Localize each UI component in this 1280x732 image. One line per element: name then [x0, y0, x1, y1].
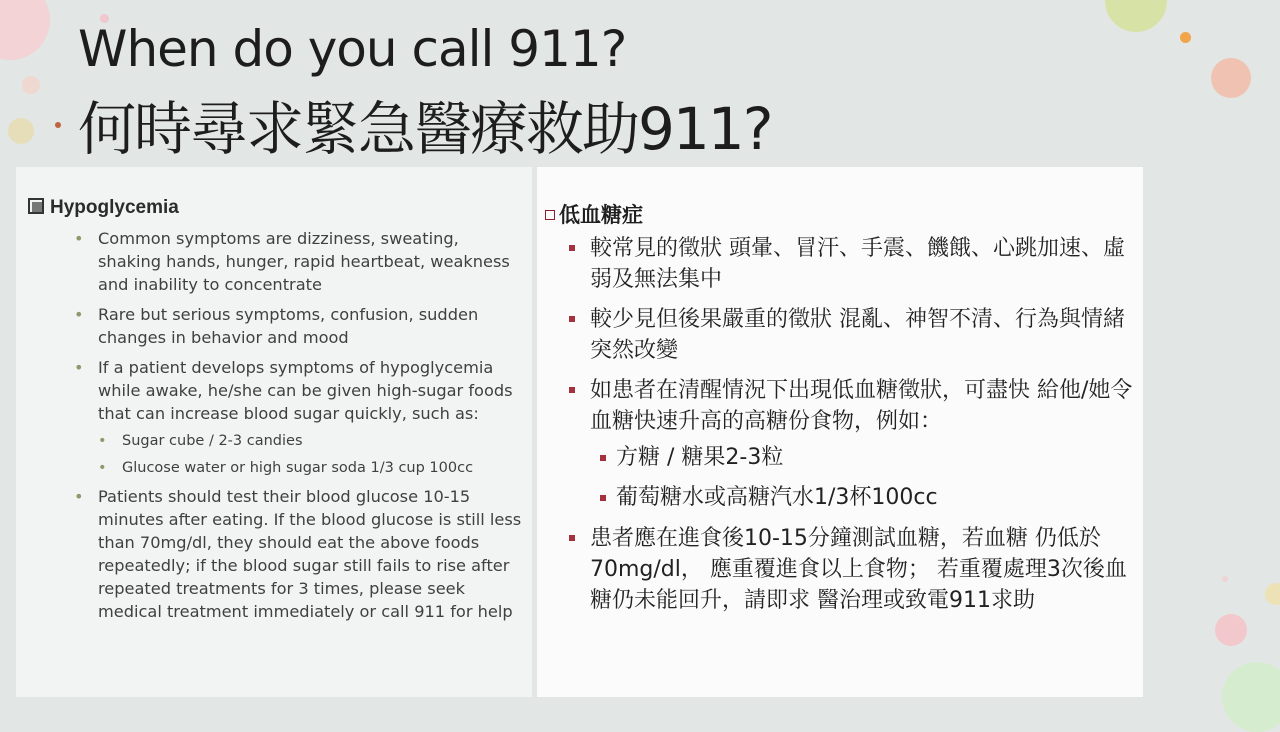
decor-circle [1211, 58, 1251, 98]
left-heading-text: Hypoglycemia [50, 197, 179, 218]
sub-list-item: 葡萄糖水或高糖汽水1/3杯100cc [590, 483, 1137, 513]
title-english: When do you call 911? [78, 20, 627, 78]
list-item [567, 375, 1137, 513]
decor-circle [22, 76, 40, 94]
english-bullet-list [74, 227, 524, 630]
list-item: • Patients should test their blood glucose 10-15 minutes after eating. If the blood glucose is still less than 70mg/dl, they should eat the above foods repeatedly; if the blood sugar still fails to rise after repeated treatments for 3 times, please seek medical treatment immediately or call 911 for help [74, 485, 524, 623]
decor-circle [1222, 662, 1280, 732]
list-item: 較常見的徵狀 頭暈、冒汗、手震、饑餓、心跳加速、虛弱及無法集中 [567, 233, 1137, 295]
left-heading [28, 197, 179, 219]
decor-circle [1215, 614, 1247, 646]
list-item-text: 如患者在清醒情況下出現低血糖徵狀，可盡快 給他/她令血糖快速升高的高糖份食物，例如： [590, 378, 1133, 434]
decor-circle [0, 0, 50, 60]
english-panel [16, 167, 532, 697]
chinese-bullet-list [567, 233, 1137, 625]
list-item: 患者應在進食後10-15分鐘測試血糖，若血糖 仍低於70mg/dl， 應重覆進食以上食物； 若重覆處理3次後血糖仍未能回升，請即求 醫治理或致電911求助 [567, 523, 1137, 616]
decor-circle [1222, 576, 1228, 582]
title-chinese: 何時尋求緊急醫療救助911? [78, 95, 772, 163]
chinese-panel [537, 167, 1143, 697]
sub-list-item: 方糖 / 糖果2-3粒 [590, 443, 1137, 473]
right-heading-text: 低血糖症 [559, 203, 643, 227]
chinese-sub-list [590, 443, 1137, 513]
decor-circle [1105, 0, 1167, 32]
decor-circle [1265, 583, 1280, 605]
list-item: • Common symptoms are dizziness, sweating, shaking hands, hunger, rapid heartbeat, weakness and inability to concentrate [74, 227, 524, 296]
decor-circle [1180, 32, 1191, 43]
sub-list-item: • Glucose water or high sugar soda 1/3 cup 100cc [98, 458, 524, 478]
list-item: • Rare but serious symptoms, confusion, sudden changes in behavior and mood [74, 303, 524, 349]
title-bullet [55, 122, 61, 128]
english-sub-list [98, 431, 524, 478]
decor-circle [8, 118, 34, 144]
right-heading [545, 199, 643, 229]
list-item [74, 356, 524, 478]
checkbox-bullet-icon [28, 198, 44, 214]
list-item: 較少見但後果嚴重的徵狀 混亂、神智不清、行為與情緒突然改變 [567, 304, 1137, 366]
sub-list-item: • Sugar cube / 2-3 candies [98, 431, 524, 451]
square-bullet-icon [545, 210, 555, 220]
list-item-text: If a patient develops symptoms of hypoglycemia while awake, he/she can be given high-sugar foods that can increase blood sugar quickly, such as: [98, 358, 513, 423]
